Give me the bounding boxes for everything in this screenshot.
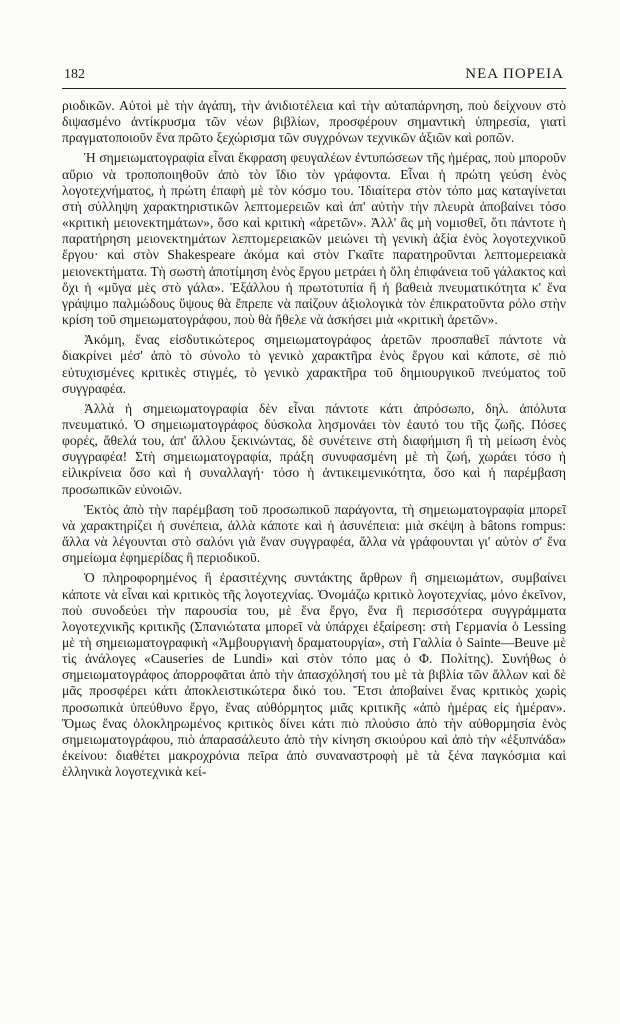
page-header bbox=[62, 66, 566, 89]
paragraph-3: Ἀκόμη, ἕνας εἰσδυτικώτερος σημειωματογράφος ἀρετῶν προσπαθεῖ πάντοτε νὰ διακρίνει μέσ' ἀπὸ τὸ σύνολο τὸ γενικὸ χαρακτῆρα ἑνὸς ἔργου καὶ κάποτε, σὲ πιὸ εὐτυχισμένες κριτικὲς στιγμές, τὸ γενικὸ χαρακτῆρα τοῦ δημιουργικοῦ πνεύματος τοῦ συγγραφέα. bbox=[62, 332, 566, 396]
paragraph-5: Ἐκτὸς ἀπὸ τὴν παρέμβαση τοῦ προσωπικοῦ παράγοντα, τὴ σημειωματογραφία μπορεῖ νὰ χαρακτηρίζει ἡ συνέπεια, ἀλλὰ κάποτε καὶ ἡ ἀσυνέπεια: μιὰ σκέψη à bâtons rompus: ἄλλα νὰ λέγουνται στὸ σαλόνι γιὰ ἕναν συγγραφέα, ἄλλα νὰ γράφουνται γι' αὐτὸν σ' ἕνα σημείωμα ἐφημερίδας ἢ περιοδικοῦ. bbox=[62, 501, 566, 566]
paragraph-6: Ὁ πληροφορημένος ἢ ἐρασιτέχνης συντάκτης ἄρθρων ἢ σημειωμάτων, συμβαίνει κάποτε νὰ εἶναι καὶ κριτικὸς τῆς λογοτεχνίας. Ὀνομάζω κριτικὸ λογοτεχνίας, μόνο ἐκεῖνον, ποὺ συνοδεύει τὴν παρουσία του, μὲ ἕνα ἔργο, ἕνα ἢ περισσότερα συγγράμματα λογοτεχνικῆς κριτικῆς (Σπανιώτατα μπορεῖ νὰ ὑπάρχει ἐξαίρεση: στὴ Γερμανία ὁ Lessing μὲ τὴ σημειωματογραφικὴ «Ἀμβουργιανὴ δραματουργία», στὴ Γαλλία ὁ Sainte—Beuve μὲ τὶς ἀνάλογες «Causeries de Lundi» καὶ στὸν τόπο μας ὁ Φ. Πολίτης). Συνήθως ὁ σημειωματογράφος ἀπορροφᾶται ἀπὸ τὴν ἀπασχόλησή του μὲ τὰ βιβλία τῶν ἄλλων καὶ δὲ μᾶς προσφέρει κάτι ἀποκλειστικώτερα δικό του. Ἔτσι ἀποβαίνει ἕνας κριτικὸς χωρὶς προσωπικὰ ὑπεύθυνο ἔργο, ἕνας αὐθόρμητος μιᾶς κριτικῆς «ἀπὸ ἡμέρας εἰς ἡμέραν». Ὅμως ἕνας ὁλοκληρωμένος κριτικὸς δίνει κάτι πιὸ πλούσιο ἀπὸ τὴν αὐθορμησία ἑνὸς σημειωματογράφου, πιὸ ἀπαρασάλευτο ἀπὸ τὴν κίνηση σκιούρου καὶ ἀπὸ τὴν «ἐξυπνάδα» ἐκείνου: διαθέτει μακροχρόνια πεῖρα ἀπὸ συναναστροφὴ μὲ τὰ ξένα παγκόσμια καὶ ἑλληνικὰ λογοτεχνικὰ κεί- bbox=[62, 570, 566, 780]
paragraph-4: Ἀλλὰ ἡ σημειωματογραφία δὲν εἶναι πάντοτε κάτι ἀπρόσωπο, δηλ. ἀπόλυτα πνευματικό. Ὁ σημειωματογράφος δύσκολα λησμονάει τὸν ἑαυτό του τῆς ζωῆς. Πόσες φορές, ἄθελά του, ἀπ' ἄλλου ξεκινώντας, δὲ συνέτεινε στὴ διαφήμιση ἢ τὴ μείωση ἑνὸς συγγραφέα! Στὴ σημειωματογραφία, πράξη συνυφασμένη μὲ τὴ ζωή, χωράει τόσο ἡ εἰλικρίνεια ὅσο καὶ ἡ συναλλαγή· τόσο ἡ ἀντικειμενικότητα, ὅσο καὶ ἡ παρέμβαση προσωπικῶν εὐνοιῶν. bbox=[62, 400, 566, 497]
page-number: 182 bbox=[64, 67, 85, 82]
paragraph-1: ριοδικῶν. Αὐτοὶ μὲ τὴν ἀγάπη, τὴν ἀνιδιοτέλεια καὶ τὴν αὐταπάρνηση, ποὺ δείχνουν στὸ διψασμένο ἀντίκρυσμα τῶν νέων βιβλίων, προσφέρουν σημαντικὴ ὑπηρεσία, γιατὶ πραγματοποιοῦν ἕνα πρῶτο ξεχώρισμα τῶν συγχρόνων τεχνικῶν ἀξιῶν καὶ ροπῶν. bbox=[62, 98, 566, 146]
body-text bbox=[62, 98, 566, 780]
running-title: ΝΕΑ ΠΟΡΕΙΑ bbox=[465, 66, 564, 82]
paragraph-2: Ἡ σημειωματογραφία εἶναι ἔκφραση φευγαλέων ἐντυπώσεων τῆς ἡμέρας, ποὺ μποροῦν αὔριο νὰ τροποποιηθοῦν ἀπὸ τὸν ἴδιο τὸν γράφοντα. Εἶναι ἡ πρώτη γεύση ἑνὸς λογοτεχνήματος, ἡ πρώτη ἐπαφὴ μὲ τὸν κόσμο του. Ἰδιαίτερα στὸν τόπο μας καταγίνεται στὴ σύλληψη χαρακτηριστικῶν λεπτομερειῶν καὶ ἀπ' αὐτὴν τὴν πλευρὰ ἀποβαίνει τόσο «κριτικὴ μειονεκτημάτων», ὅσο καὶ κριτικὴ «ἀρετῶν». Ἀλλ' ἂς μὴ νομισθεῖ, ὅτι πάντοτε ἡ παρατήρηση μειονεκτημάτων λεπτομερειακῶν μειώνει τὴ γενικὴ ἀξία ἑνὸς λογοτεχνικοῦ ἔργου· καὶ στὸν Shakespeare ἀκόμα καὶ στὸν Γκαῖτε παρατηροῦνται λεπτομερειακὰ μειονεκτήματα. Τὴ σωστὴ ἀποτίμηση ἑνὸς ἔργου μετράει ἡ ὅλη ἐπιφάνεια τοῦ γάλακτος καὶ ὄχι ἡ «μῦγα μὲς στὸ γάλα». Ἐξάλλου ἡ πρωτοτυπία ἢ ἡ βαθειὰ πνευματικότητα κ' ἕνα γράψιμο παλμώδους ὕψους θὰ ἔπρεπε νὰ παίζουν ἀξιολογικὰ τὸν ἐπικρατοῦντα ρόλο στὴν κρίση τοῦ σημειωματογράφου, ποὺ θὰ ἤθελε νὰ ἀσκήσει μιὰ «κριτικὴ ἀρετῶν». bbox=[62, 150, 566, 328]
